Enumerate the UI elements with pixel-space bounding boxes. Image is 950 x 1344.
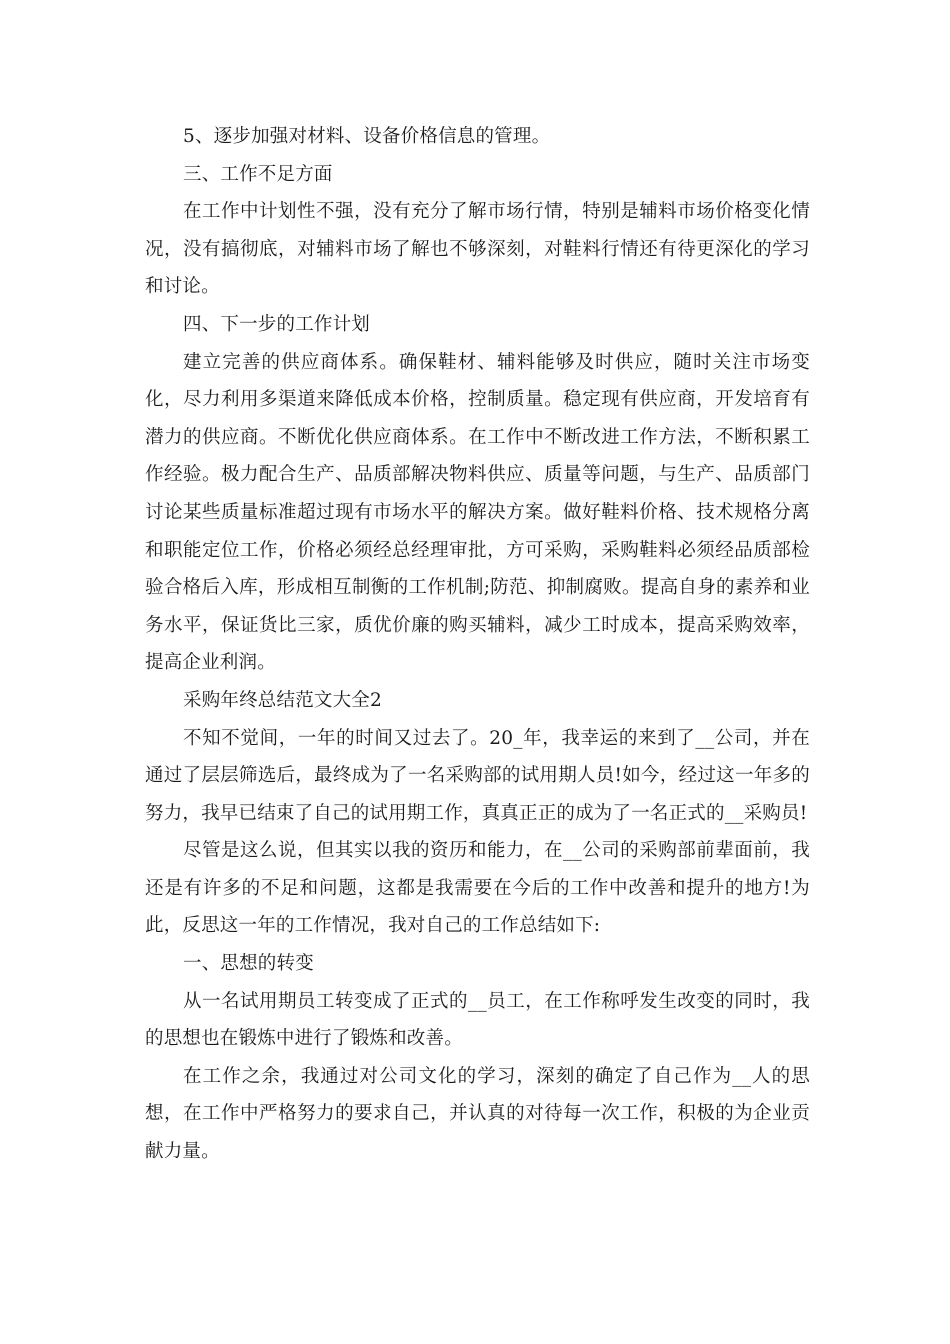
document-body xyxy=(145,118,810,1171)
paragraph-reflection: 尽管是这么说，但其实以我的资历和能力，在__公司的采购部前辈面前，我还是有许多的不足和问题，这都是我需要在今后的工作中改善和提升的地方!为此，反思这一年的工作情况，我对自己的工作总结如下: xyxy=(145,840,810,937)
section-heading-mindset: 一、思想的转变 xyxy=(183,953,314,975)
paragraph-mindset: 从一名试用期员工转变成了正式的__员工，在工作称呼发生改变的同时，我的思想也在锻炼中进行了锻炼和改善。 xyxy=(145,990,810,1050)
paragraph-intro: 不知不觉间，一年的时间又过去了。20_年，我幸运的来到了__公司，并在通过了层层筛选后，最终成为了一名采购部的试用期人员!如今，经过这一年多的努力，我早已结束了自己的试用期工作，真真正正的成为了一名正式的__采购员! xyxy=(145,727,810,824)
list-item-5: 5、逐步加强对材料、设备价格信息的管理。 xyxy=(183,126,551,147)
section-heading-next-plan: 四、下一步的工作计划 xyxy=(183,313,371,335)
section-heading-shortcomings: 三、工作不足方面 xyxy=(183,163,333,185)
paragraph-culture: 在工作之余，我通过对公司文化的学习，深刻的确定了自己作为__人的思想，在工作中严格努力的要求自己，并认真的对待每一次工作，积极的为企业贡献力量。 xyxy=(145,1065,810,1163)
article-title-2: 采购年终总结范文大全2 xyxy=(183,689,382,711)
paragraph-next-plan: 建立完善的供应商体系。确保鞋材、辅料能够及时供应，随时关注市场变化，尽力利用多渠道来降低成本价格，控制质量。稳定现有供应商，开发培育有潜力的供应商。不断优化供应商体系。在工作中不断改进工作方法，不断积累工作经验。极力配合生产、品质部解决物料供应、质量等问题，与生产、品质部门讨论某些质量标准超过现有市场水平的解决方案。做好鞋料价格、技术规格分离和职能定位工作，价格必须经总经理审批，方可采购，采购鞋料必须经品质部检验合格后入库，形成相互制衡的工作机制;防范、抑制腐败。提高自身的素养和业务水平，保证货比三家，质优价廉的购买辅料，减少工时成本，提高采购效率，提高企业利润。 xyxy=(145,351,810,674)
paragraph-shortcomings: 在工作中计划性不强，没有充分了解市场行情，特别是辅料市场价格变化情况，没有搞彻底，对辅料市场了解也不够深刻，对鞋料行情还有待更深化的学习和讨论。 xyxy=(145,201,810,298)
